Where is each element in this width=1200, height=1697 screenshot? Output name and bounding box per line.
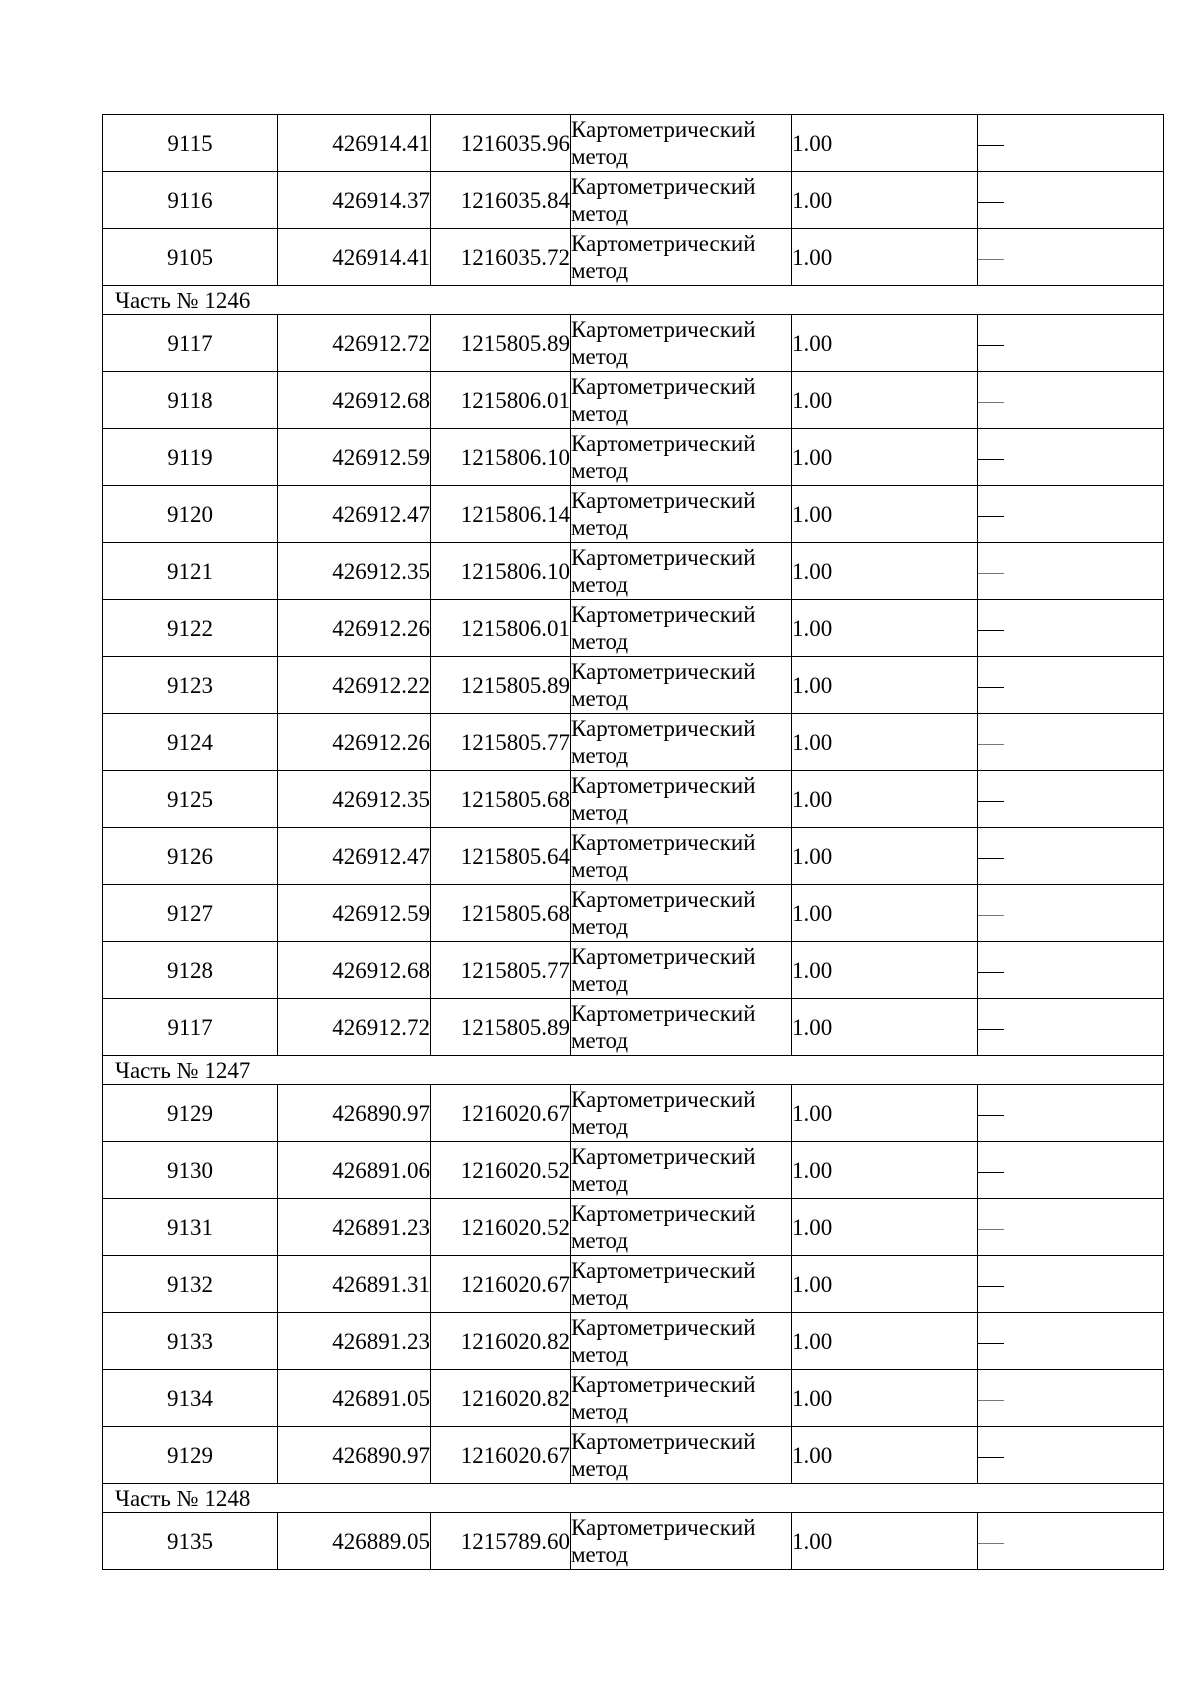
point-number-cell: 9130 bbox=[103, 1142, 278, 1199]
method-line-2: метод bbox=[571, 1399, 629, 1424]
point-number-cell: 9118 bbox=[103, 372, 278, 429]
description-cell bbox=[978, 1427, 1164, 1484]
method-line-1: Картометрический bbox=[571, 773, 756, 798]
y-coordinate-cell: 1216020.67 bbox=[431, 1256, 571, 1313]
method-line-2: метод bbox=[571, 971, 629, 996]
point-number-cell: 9131 bbox=[103, 1199, 278, 1256]
y-coordinate-cell: 1216020.67 bbox=[431, 1085, 571, 1142]
method-cell bbox=[571, 372, 792, 429]
dash-mark bbox=[978, 972, 1004, 973]
y-coordinate-cell: 1215806.14 bbox=[431, 486, 571, 543]
x-coordinate-cell: 426912.22 bbox=[278, 657, 431, 714]
method-line-1: Картометрический bbox=[571, 1001, 756, 1026]
method-cell bbox=[571, 429, 792, 486]
point-number-cell: 9127 bbox=[103, 885, 278, 942]
table-row bbox=[103, 372, 1164, 429]
part-label: Часть № 1247 bbox=[103, 1056, 1164, 1085]
method-line-2: метод bbox=[571, 258, 629, 283]
y-coordinate-cell: 1215805.64 bbox=[431, 828, 571, 885]
x-coordinate-cell: 426891.31 bbox=[278, 1256, 431, 1313]
table-row bbox=[103, 429, 1164, 486]
table-row bbox=[103, 543, 1164, 600]
method-line-1: Картометрический bbox=[571, 1429, 756, 1454]
dash-mark bbox=[978, 1543, 1004, 1544]
method-line-1: Картометрический bbox=[571, 1201, 756, 1226]
accuracy-cell: 1.00 bbox=[792, 885, 978, 942]
method-line-2: метод bbox=[571, 344, 629, 369]
dash-mark bbox=[978, 687, 1004, 688]
method-cell bbox=[571, 172, 792, 229]
table-row bbox=[103, 1085, 1164, 1142]
method-line-1: Картометрический bbox=[571, 659, 756, 684]
y-coordinate-cell: 1215805.89 bbox=[431, 657, 571, 714]
y-coordinate-cell: 1215805.68 bbox=[431, 885, 571, 942]
method-cell bbox=[571, 543, 792, 600]
method-cell bbox=[571, 1256, 792, 1313]
method-line-2: метод bbox=[571, 629, 629, 654]
table-row bbox=[103, 1256, 1164, 1313]
table-row bbox=[103, 1427, 1164, 1484]
method-cell bbox=[571, 1370, 792, 1427]
dash-mark bbox=[978, 345, 1004, 346]
table-row bbox=[103, 999, 1164, 1056]
method-line-1: Картометрический bbox=[571, 1315, 756, 1340]
description-cell bbox=[978, 1313, 1164, 1370]
point-number-cell: 9129 bbox=[103, 1427, 278, 1484]
y-coordinate-cell: 1215805.89 bbox=[431, 999, 571, 1056]
table-row bbox=[103, 315, 1164, 372]
y-coordinate-cell: 1215806.01 bbox=[431, 372, 571, 429]
x-coordinate-cell: 426914.37 bbox=[278, 172, 431, 229]
accuracy-cell: 1.00 bbox=[792, 771, 978, 828]
table-row bbox=[103, 486, 1164, 543]
y-coordinate-cell: 1215805.77 bbox=[431, 942, 571, 999]
method-cell bbox=[571, 1142, 792, 1199]
point-number-cell: 9120 bbox=[103, 486, 278, 543]
x-coordinate-cell: 426891.23 bbox=[278, 1199, 431, 1256]
method-line-2: метод bbox=[571, 515, 629, 540]
point-number-cell: 9133 bbox=[103, 1313, 278, 1370]
method-line-1: Картометрический bbox=[571, 602, 756, 627]
description-cell bbox=[978, 1199, 1164, 1256]
method-cell bbox=[571, 828, 792, 885]
method-line-1: Картометрический bbox=[571, 231, 756, 256]
part-header-row bbox=[103, 1056, 1164, 1085]
accuracy-cell: 1.00 bbox=[792, 657, 978, 714]
part-header-row bbox=[103, 286, 1164, 315]
method-line-2: метод bbox=[571, 1228, 629, 1253]
method-line-2: метод bbox=[571, 144, 629, 169]
method-line-1: Картометрический bbox=[571, 830, 756, 855]
method-line-1: Картометрический bbox=[571, 488, 756, 513]
method-cell bbox=[571, 885, 792, 942]
dash-mark bbox=[978, 259, 1004, 260]
accuracy-cell: 1.00 bbox=[792, 942, 978, 999]
accuracy-cell: 1.00 bbox=[792, 1313, 978, 1370]
point-number-cell: 9132 bbox=[103, 1256, 278, 1313]
point-number-cell: 9119 bbox=[103, 429, 278, 486]
method-line-2: метод bbox=[571, 800, 629, 825]
x-coordinate-cell: 426891.05 bbox=[278, 1370, 431, 1427]
part-label: Часть № 1246 bbox=[103, 286, 1164, 315]
description-cell bbox=[978, 1370, 1164, 1427]
accuracy-cell: 1.00 bbox=[792, 429, 978, 486]
description-cell bbox=[978, 543, 1164, 600]
y-coordinate-cell: 1215789.60 bbox=[431, 1513, 571, 1570]
point-number-cell: 9126 bbox=[103, 828, 278, 885]
table-row bbox=[103, 1513, 1164, 1570]
table-row bbox=[103, 600, 1164, 657]
accuracy-cell: 1.00 bbox=[792, 1513, 978, 1570]
y-coordinate-cell: 1215805.77 bbox=[431, 714, 571, 771]
method-cell bbox=[571, 771, 792, 828]
method-cell bbox=[571, 115, 792, 172]
point-number-cell: 9115 bbox=[103, 115, 278, 172]
table-row bbox=[103, 657, 1164, 714]
description-cell bbox=[978, 1085, 1164, 1142]
accuracy-cell: 1.00 bbox=[792, 1085, 978, 1142]
dash-mark bbox=[978, 1286, 1004, 1287]
accuracy-cell: 1.00 bbox=[792, 1256, 978, 1313]
method-line-1: Картометрический bbox=[571, 1515, 756, 1540]
x-coordinate-cell: 426912.26 bbox=[278, 714, 431, 771]
method-line-2: метод bbox=[571, 1028, 629, 1053]
accuracy-cell: 1.00 bbox=[792, 1370, 978, 1427]
point-number-cell: 9135 bbox=[103, 1513, 278, 1570]
method-cell bbox=[571, 600, 792, 657]
point-number-cell: 9117 bbox=[103, 315, 278, 372]
method-line-2: метод bbox=[571, 572, 629, 597]
method-line-2: метод bbox=[571, 1342, 629, 1367]
dash-mark bbox=[978, 744, 1004, 745]
y-coordinate-cell: 1216035.84 bbox=[431, 172, 571, 229]
x-coordinate-cell: 426912.35 bbox=[278, 543, 431, 600]
method-line-2: метод bbox=[571, 201, 629, 226]
point-number-cell: 9123 bbox=[103, 657, 278, 714]
description-cell bbox=[978, 828, 1164, 885]
dash-mark bbox=[978, 1172, 1004, 1173]
table-row bbox=[103, 172, 1164, 229]
method-cell bbox=[571, 714, 792, 771]
method-cell bbox=[571, 315, 792, 372]
method-line-1: Картометрический bbox=[571, 1372, 756, 1397]
accuracy-cell: 1.00 bbox=[792, 600, 978, 657]
description-cell bbox=[978, 885, 1164, 942]
accuracy-cell: 1.00 bbox=[792, 999, 978, 1056]
accuracy-cell: 1.00 bbox=[792, 229, 978, 286]
x-coordinate-cell: 426912.68 bbox=[278, 372, 431, 429]
description-cell bbox=[978, 229, 1164, 286]
x-coordinate-cell: 426914.41 bbox=[278, 229, 431, 286]
x-coordinate-cell: 426891.23 bbox=[278, 1313, 431, 1370]
method-line-1: Картометрический bbox=[571, 944, 756, 969]
dash-mark bbox=[978, 858, 1004, 859]
x-coordinate-cell: 426912.35 bbox=[278, 771, 431, 828]
method-cell bbox=[571, 1513, 792, 1570]
y-coordinate-cell: 1215806.10 bbox=[431, 429, 571, 486]
method-line-2: метод bbox=[571, 1171, 629, 1196]
description-cell bbox=[978, 999, 1164, 1056]
description-cell bbox=[978, 372, 1164, 429]
point-number-cell: 9121 bbox=[103, 543, 278, 600]
dash-mark bbox=[978, 1457, 1004, 1458]
x-coordinate-cell: 426912.26 bbox=[278, 600, 431, 657]
dash-mark bbox=[978, 1343, 1004, 1344]
method-line-2: метод bbox=[571, 1285, 629, 1310]
x-coordinate-cell: 426912.47 bbox=[278, 828, 431, 885]
point-number-cell: 9117 bbox=[103, 999, 278, 1056]
x-coordinate-cell: 426890.97 bbox=[278, 1427, 431, 1484]
y-coordinate-cell: 1216020.82 bbox=[431, 1313, 571, 1370]
accuracy-cell: 1.00 bbox=[792, 714, 978, 771]
accuracy-cell: 1.00 bbox=[792, 372, 978, 429]
dash-mark bbox=[978, 516, 1004, 517]
dash-mark bbox=[978, 801, 1004, 802]
method-line-2: метод bbox=[571, 743, 629, 768]
x-coordinate-cell: 426912.72 bbox=[278, 999, 431, 1056]
method-line-2: метод bbox=[571, 914, 629, 939]
table-row bbox=[103, 1313, 1164, 1370]
point-number-cell: 9105 bbox=[103, 229, 278, 286]
y-coordinate-cell: 1215806.01 bbox=[431, 600, 571, 657]
y-coordinate-cell: 1216020.67 bbox=[431, 1427, 571, 1484]
point-number-cell: 9125 bbox=[103, 771, 278, 828]
accuracy-cell: 1.00 bbox=[792, 543, 978, 600]
accuracy-cell: 1.00 bbox=[792, 1427, 978, 1484]
method-line-2: метод bbox=[571, 1114, 629, 1139]
point-number-cell: 9129 bbox=[103, 1085, 278, 1142]
table-row bbox=[103, 1142, 1164, 1199]
dash-mark bbox=[978, 573, 1004, 574]
y-coordinate-cell: 1216020.82 bbox=[431, 1370, 571, 1427]
x-coordinate-cell: 426914.41 bbox=[278, 115, 431, 172]
table-row bbox=[103, 1199, 1164, 1256]
method-line-1: Картометрический bbox=[571, 1258, 756, 1283]
method-line-1: Картометрический bbox=[571, 174, 756, 199]
method-line-2: метод bbox=[571, 857, 629, 882]
x-coordinate-cell: 426912.72 bbox=[278, 315, 431, 372]
description-cell bbox=[978, 714, 1164, 771]
y-coordinate-cell: 1216020.52 bbox=[431, 1199, 571, 1256]
table-row bbox=[103, 115, 1164, 172]
accuracy-cell: 1.00 bbox=[792, 486, 978, 543]
dash-mark bbox=[978, 1229, 1004, 1230]
accuracy-cell: 1.00 bbox=[792, 172, 978, 229]
table-row bbox=[103, 771, 1164, 828]
part-label: Часть № 1248 bbox=[103, 1484, 1164, 1513]
method-cell bbox=[571, 1313, 792, 1370]
description-cell bbox=[978, 771, 1164, 828]
y-coordinate-cell: 1216035.96 bbox=[431, 115, 571, 172]
method-cell bbox=[571, 1427, 792, 1484]
y-coordinate-cell: 1216020.52 bbox=[431, 1142, 571, 1199]
method-line-2: метод bbox=[571, 686, 629, 711]
description-cell bbox=[978, 657, 1164, 714]
point-number-cell: 9134 bbox=[103, 1370, 278, 1427]
description-cell bbox=[978, 1142, 1164, 1199]
table-row bbox=[103, 828, 1164, 885]
method-cell bbox=[571, 657, 792, 714]
dash-mark bbox=[978, 202, 1004, 203]
method-line-2: метод bbox=[571, 1542, 629, 1567]
description-cell bbox=[978, 1256, 1164, 1313]
x-coordinate-cell: 426912.47 bbox=[278, 486, 431, 543]
method-cell bbox=[571, 229, 792, 286]
point-number-cell: 9122 bbox=[103, 600, 278, 657]
dash-mark bbox=[978, 145, 1004, 146]
method-line-1: Картометрический bbox=[571, 1087, 756, 1112]
method-cell bbox=[571, 1085, 792, 1142]
table-row bbox=[103, 885, 1164, 942]
dash-mark bbox=[978, 402, 1004, 403]
method-line-2: метод bbox=[571, 1456, 629, 1481]
y-coordinate-cell: 1216035.72 bbox=[431, 229, 571, 286]
table-row bbox=[103, 229, 1164, 286]
description-cell bbox=[978, 172, 1164, 229]
method-cell bbox=[571, 999, 792, 1056]
description-cell bbox=[978, 600, 1164, 657]
table-row bbox=[103, 714, 1164, 771]
coordinates-table-body bbox=[103, 115, 1164, 1570]
y-coordinate-cell: 1215806.10 bbox=[431, 543, 571, 600]
x-coordinate-cell: 426912.68 bbox=[278, 942, 431, 999]
description-cell bbox=[978, 315, 1164, 372]
dash-mark bbox=[978, 1029, 1004, 1030]
accuracy-cell: 1.00 bbox=[792, 1142, 978, 1199]
y-coordinate-cell: 1215805.89 bbox=[431, 315, 571, 372]
part-header-row bbox=[103, 1484, 1164, 1513]
table-row bbox=[103, 942, 1164, 999]
dash-mark bbox=[978, 1115, 1004, 1116]
point-number-cell: 9116 bbox=[103, 172, 278, 229]
accuracy-cell: 1.00 bbox=[792, 828, 978, 885]
description-cell bbox=[978, 486, 1164, 543]
coordinates-table bbox=[102, 114, 1164, 1570]
method-cell bbox=[571, 942, 792, 999]
description-cell bbox=[978, 115, 1164, 172]
x-coordinate-cell: 426912.59 bbox=[278, 885, 431, 942]
dash-mark bbox=[978, 915, 1004, 916]
method-line-1: Картометрический bbox=[571, 374, 756, 399]
method-line-1: Картометрический bbox=[571, 317, 756, 342]
x-coordinate-cell: 426912.59 bbox=[278, 429, 431, 486]
method-line-1: Картометрический bbox=[571, 887, 756, 912]
accuracy-cell: 1.00 bbox=[792, 1199, 978, 1256]
method-line-1: Картометрический bbox=[571, 1144, 756, 1169]
description-cell bbox=[978, 429, 1164, 486]
method-line-1: Картометрический bbox=[571, 117, 756, 142]
method-line-1: Картометрический bbox=[571, 431, 756, 456]
dash-mark bbox=[978, 630, 1004, 631]
method-line-2: метод bbox=[571, 401, 629, 426]
description-cell bbox=[978, 1513, 1164, 1570]
point-number-cell: 9124 bbox=[103, 714, 278, 771]
method-cell bbox=[571, 1199, 792, 1256]
x-coordinate-cell: 426891.06 bbox=[278, 1142, 431, 1199]
accuracy-cell: 1.00 bbox=[792, 315, 978, 372]
method-cell bbox=[571, 486, 792, 543]
y-coordinate-cell: 1215805.68 bbox=[431, 771, 571, 828]
x-coordinate-cell: 426890.97 bbox=[278, 1085, 431, 1142]
method-line-1: Картометрический bbox=[571, 716, 756, 741]
description-cell bbox=[978, 942, 1164, 999]
accuracy-cell: 1.00 bbox=[792, 115, 978, 172]
method-line-1: Картометрический bbox=[571, 545, 756, 570]
dash-mark bbox=[978, 459, 1004, 460]
x-coordinate-cell: 426889.05 bbox=[278, 1513, 431, 1570]
point-number-cell: 9128 bbox=[103, 942, 278, 999]
dash-mark bbox=[978, 1400, 1004, 1401]
table-row bbox=[103, 1370, 1164, 1427]
method-line-2: метод bbox=[571, 458, 629, 483]
